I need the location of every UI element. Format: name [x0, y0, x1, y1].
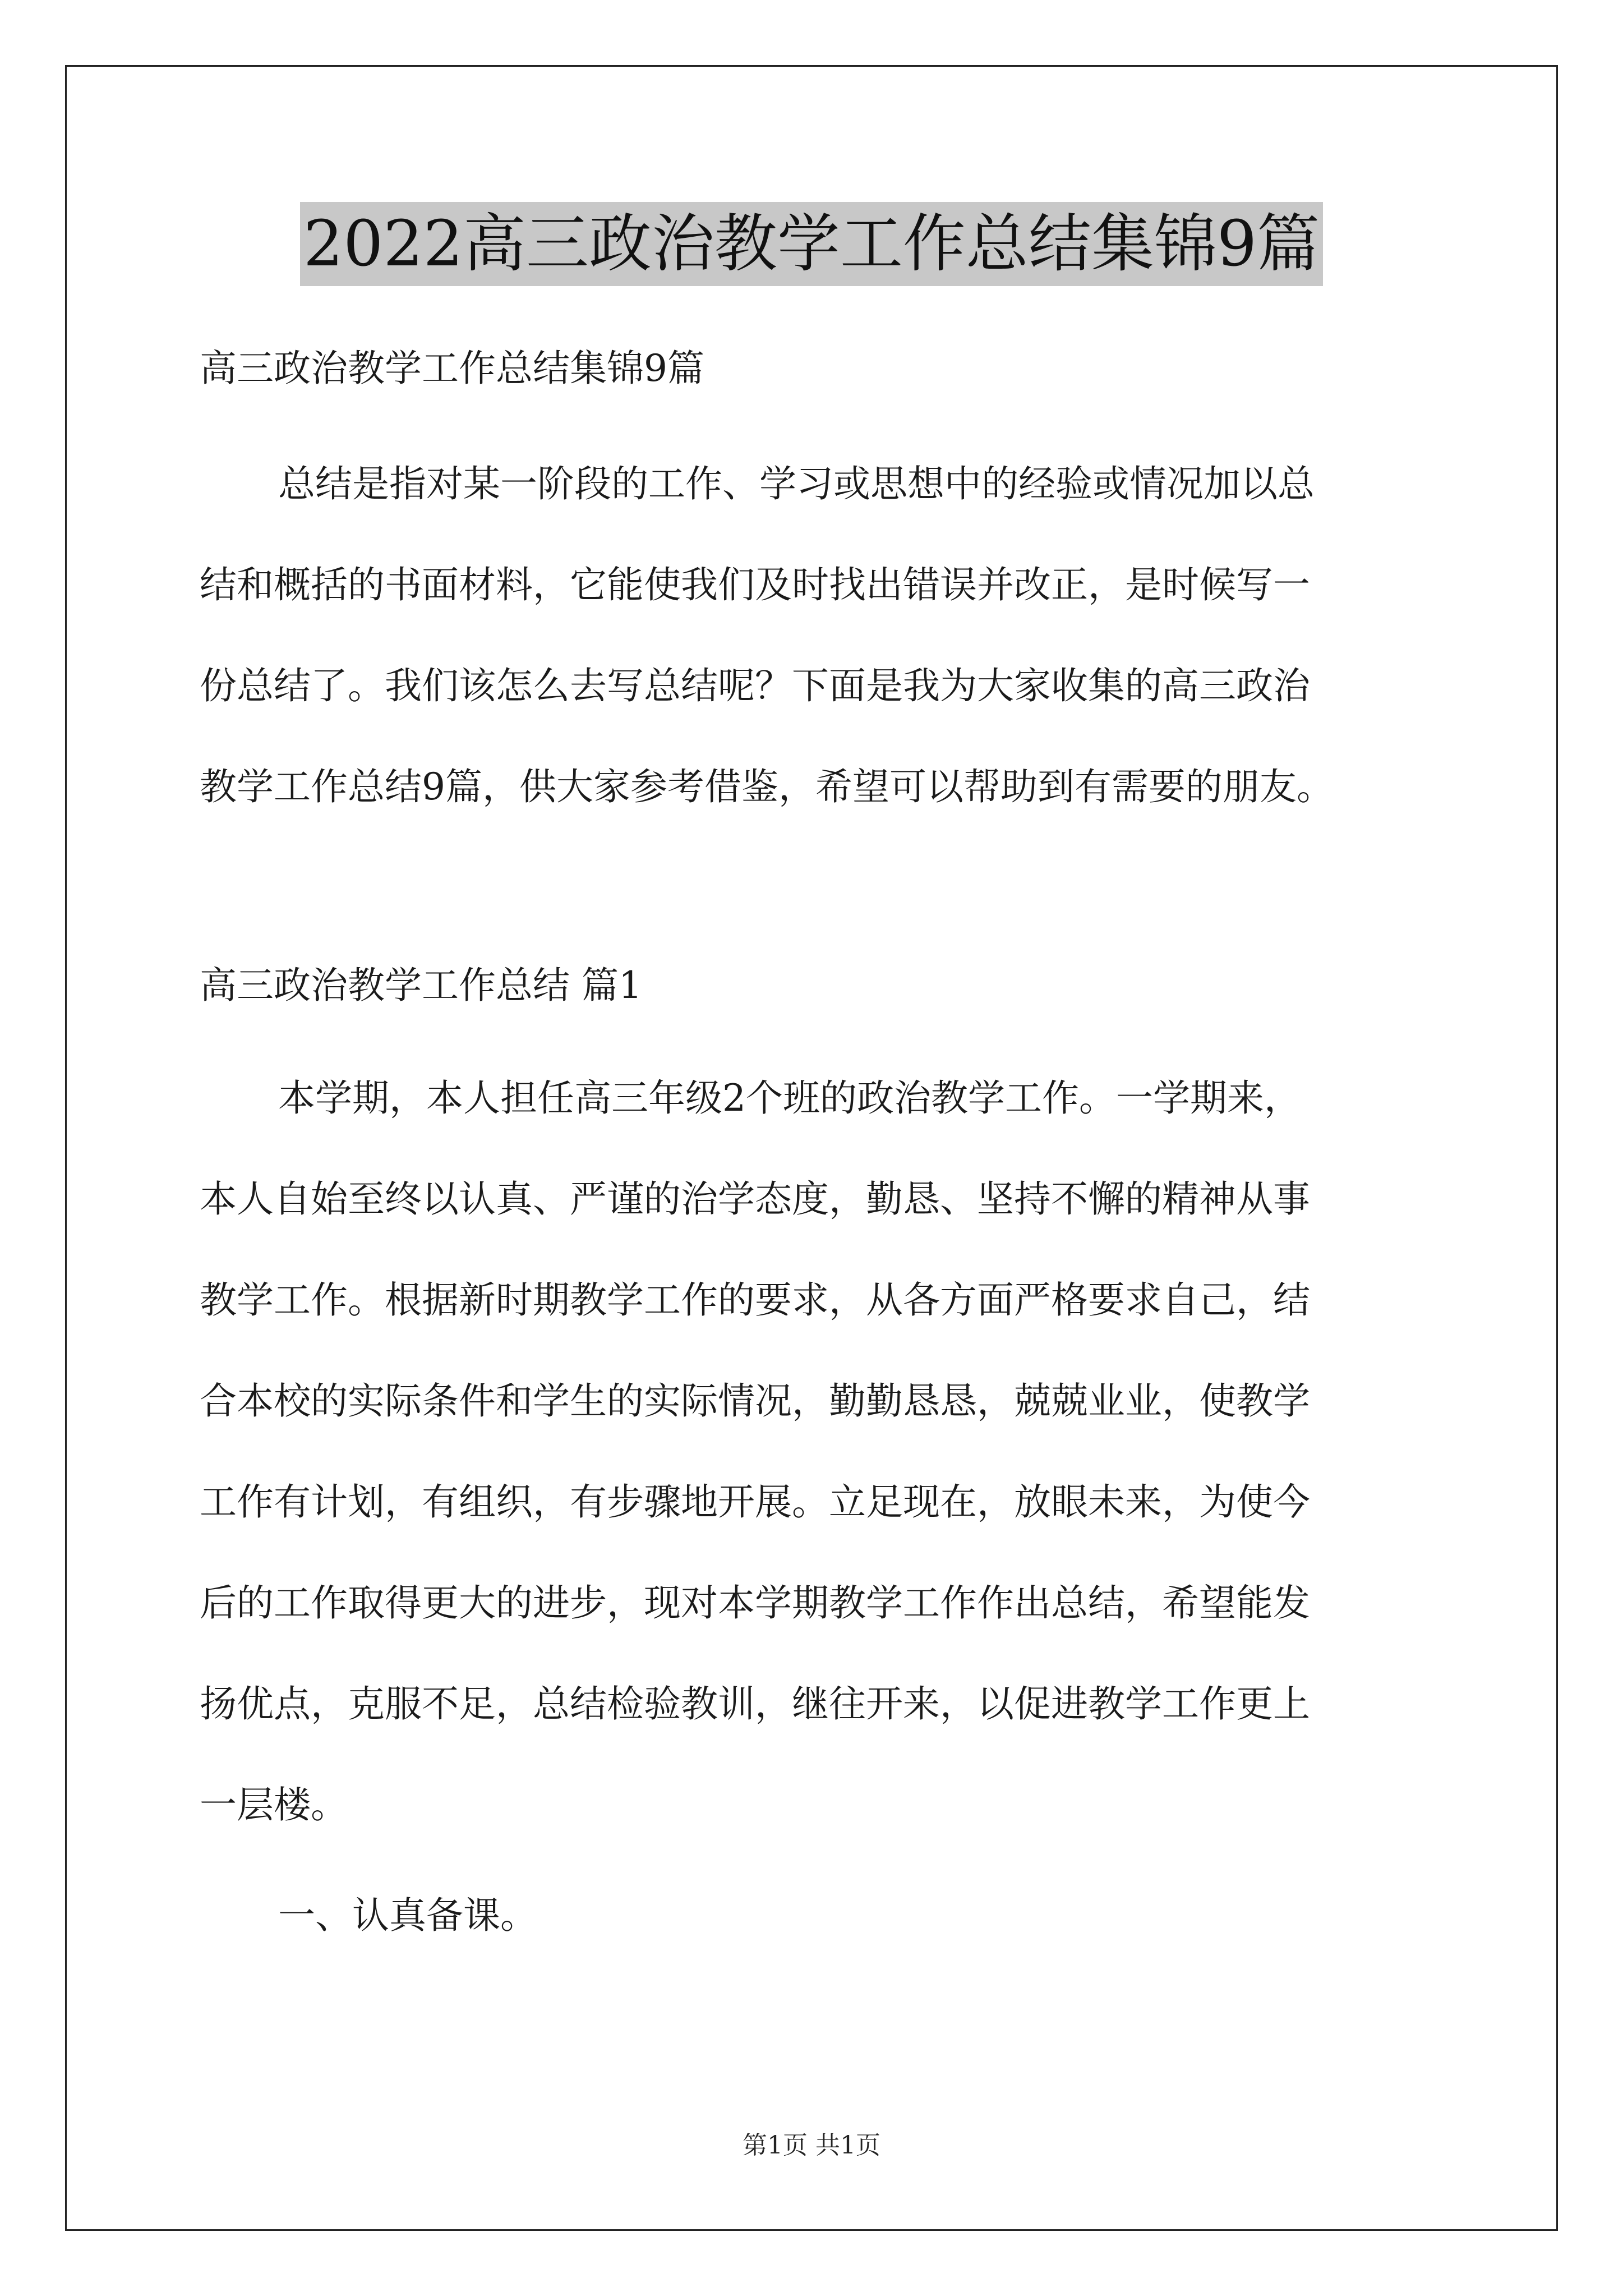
list-item: 一、认真备课。 — [278, 1894, 537, 1937]
body-line: 教学工作。根据新时期教学工作的要求，从各方面严格要求自己，结 — [200, 1278, 1310, 1322]
body-line: 本学期，本人担任高三年级2个班的政治教学工作。一学期来， — [278, 1076, 1301, 1120]
body-line: 扬优点，克服不足，总结检验教训，继往开来，以促进教学工作更上 — [200, 1682, 1310, 1726]
body-line: 本人自始至终以认真、严谨的治学态度，勤恳、坚持不懈的精神从事 — [200, 1177, 1310, 1221]
body-line: 后的工作取得更大的进步，现对本学期教学工作作出总结，希望能发 — [200, 1581, 1310, 1625]
intro-line: 结和概括的书面材料，它能使我们及时找出错误并改正，是时候写一 — [200, 563, 1310, 606]
body-line: 合本校的实际条件和学生的实际情况，勤勤恳恳，兢兢业业，使教学 — [200, 1379, 1310, 1423]
body-line: 工作有计划，有组织，有步骤地开展。立足现在，放眼未来，为使今 — [200, 1480, 1310, 1524]
body-line: 一层楼。 — [200, 1783, 348, 1826]
document-title: 2022高三政治教学工作总结集锦9篇 — [300, 202, 1323, 286]
intro-line: 总结是指对某一阶段的工作、学习或思想中的经验或情况加以总 — [278, 462, 1315, 505]
page-footer: 第1页 共1页 — [743, 2131, 880, 2160]
section-heading: 高三政治教学工作总结 篇1 — [200, 964, 642, 1007]
subtitle: 高三政治教学工作总结集锦9篇 — [200, 347, 704, 390]
intro-line: 份总结了。我们该怎么去写总结呢？下面是我为大家收集的高三政治 — [200, 664, 1310, 707]
title-container — [0, 202, 1623, 286]
intro-line: 教学工作总结9篇，供大家参考借鉴，希望可以帮助到有需要的朋友。 — [200, 765, 1334, 808]
